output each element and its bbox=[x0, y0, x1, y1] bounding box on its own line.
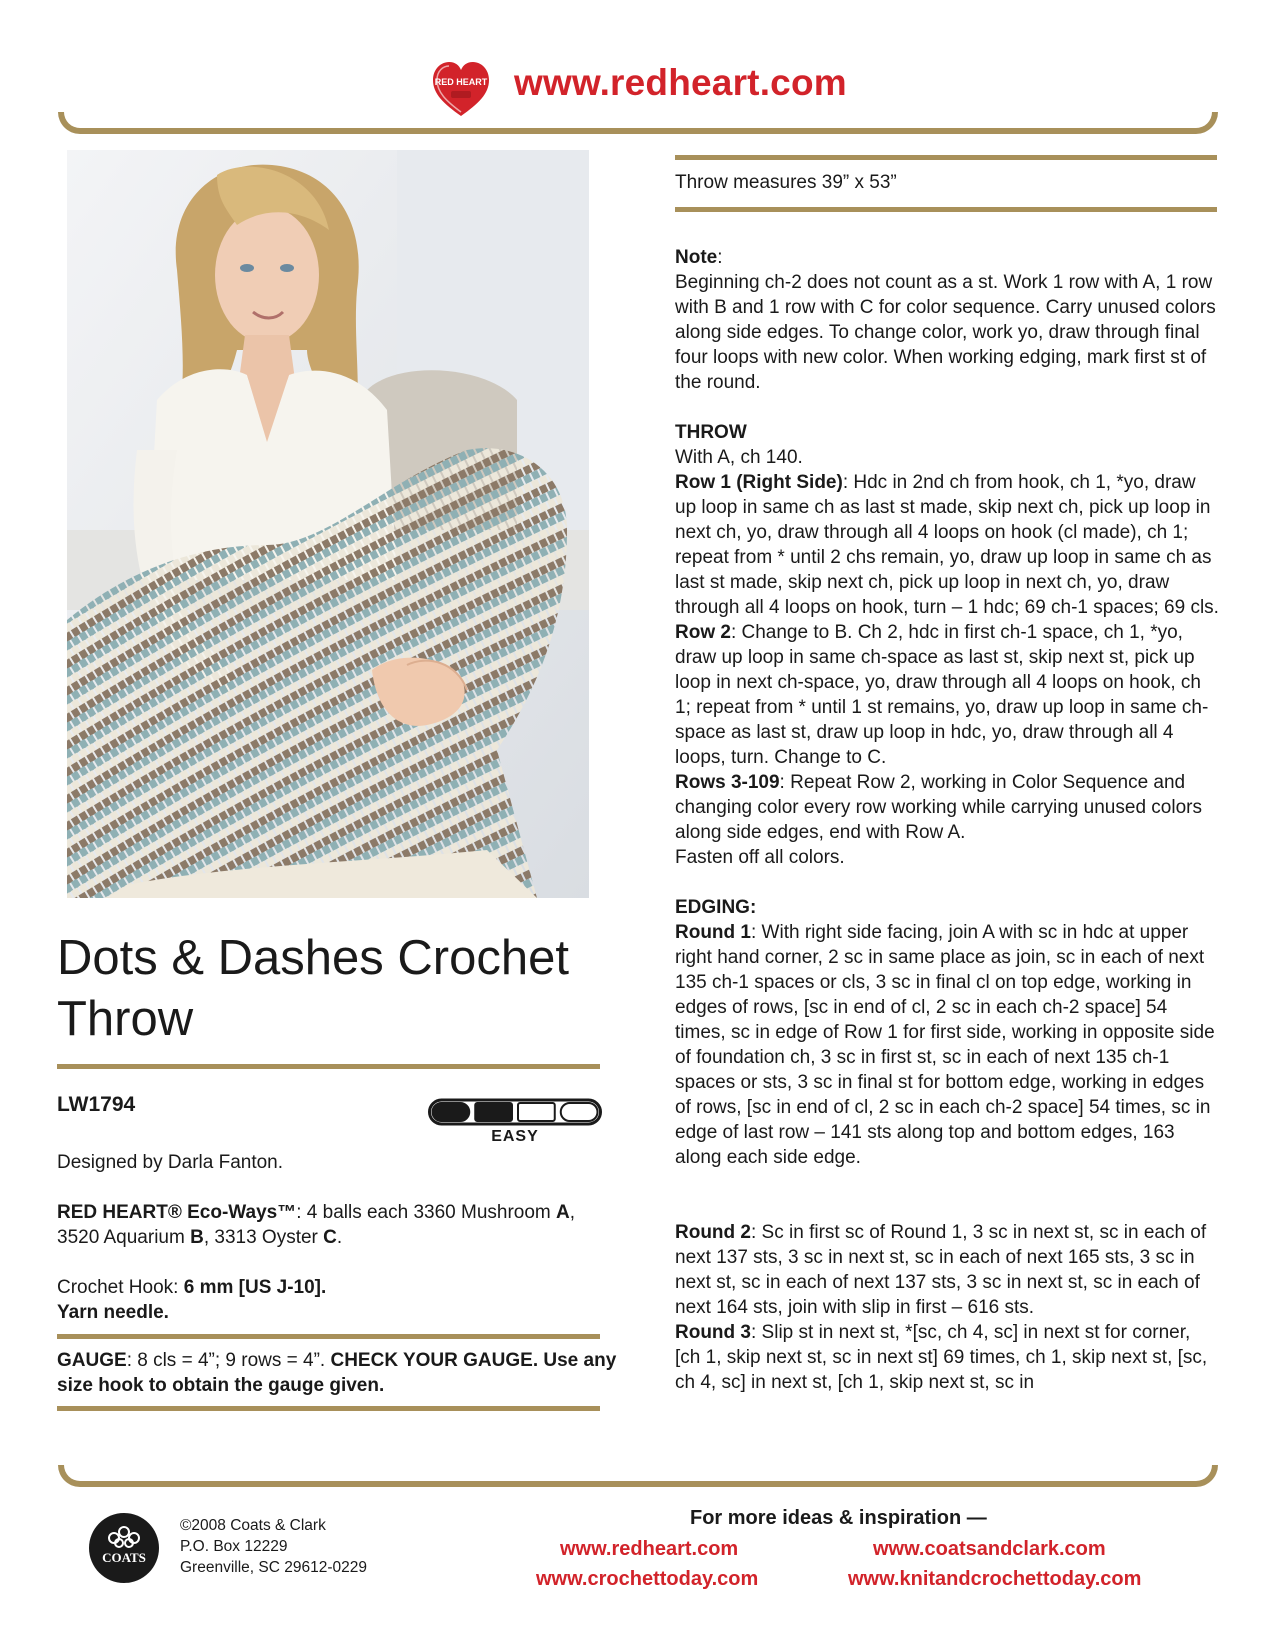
row-2 bbox=[675, 620, 1220, 770]
skill-segment-filled bbox=[433, 1103, 470, 1121]
yarn-brand: RED HEART® Eco-Ways™ bbox=[57, 1202, 297, 1223]
round-1-text: : With right side facing, join A with sc in hdc at upper right hand corner, 2 sc in same place as join, sc in each of next 135 ch-1 spaces or cls, 3 sc in final cl on top edge, working in edges of rows, [sc in end of cl, 2 sc in each ch-2 space] 54 times, sc in edge of Row 1 for first side, working in opposite side of foundation ch, 3 sc in first st, sc in each of next 135 ch-1 spaces or sts, 3 sc in final st for bottom edge, working in edges of rows, [sc in end of cl, 2 sc in each ch-2 space] 54 times, sc in edge of last row – 141 sts along top and bottom edges, 163 along each side edge. bbox=[675, 922, 1215, 1168]
footer-link-redheart[interactable]: www.redheart.com bbox=[560, 1538, 739, 1560]
note-label: Note bbox=[675, 247, 718, 268]
note-text: Beginning ch-2 does not count as a st. Work 1 row with A, 1 row with B and 1 row with C for color sequence. Carry unused colors along side edges. To change color, work yo, draw through final four loops with new color. When working edging, mark first st of the round. bbox=[675, 272, 1216, 393]
hook-size: 6 mm [US J-10]. bbox=[183, 1277, 327, 1298]
round-2 bbox=[675, 1220, 1220, 1320]
fasten-off: Fasten off all colors. bbox=[675, 847, 845, 868]
throw-heading: THROW bbox=[675, 422, 747, 443]
pattern-code: LW1794 bbox=[57, 1093, 136, 1116]
pattern-title: Dots & Dashes Crochet Throw bbox=[57, 931, 569, 1046]
skill-level-label: EASY bbox=[491, 1128, 539, 1145]
hook-label: Crochet Hook: bbox=[57, 1277, 184, 1298]
product-photo bbox=[67, 150, 589, 898]
more-ideas-heading: For more ideas & inspiration — bbox=[690, 1507, 987, 1529]
skill-segment-empty bbox=[518, 1103, 555, 1121]
gauge-check: CHECK YOUR GAUGE. Use any size hook to obtain the gauge given. bbox=[57, 1350, 617, 1396]
measures-bottom-divider bbox=[675, 207, 1217, 212]
yarn-b-letter: B bbox=[190, 1227, 204, 1248]
skill-segment-empty bbox=[561, 1103, 598, 1121]
gauge-top-divider bbox=[57, 1334, 600, 1339]
red-heart-logo[interactable] bbox=[430, 58, 492, 120]
title-divider bbox=[57, 1064, 600, 1069]
row-2-text: : Change to B. Ch 2, hdc in first ch-1 space, ch 1, *yo, draw up loop in same ch-space as last st, skip next st, pick up loop in next ch-space, yo, draw through all 4 loops on hook, ch 1; repeat from * until 1 st remains, yo, draw up loop in same ch-space as last st, draw up loop in hdc, yo, draw through all 4 loops, turn. Change to C. bbox=[675, 622, 1209, 768]
round-2-label: Round 2 bbox=[675, 1222, 751, 1243]
row-2-label: Row 2 bbox=[675, 622, 731, 643]
coats-logo bbox=[88, 1512, 160, 1584]
round-1 bbox=[675, 920, 1220, 1170]
po-box: P.O. Box 12229 bbox=[180, 1538, 288, 1555]
instructions-body bbox=[675, 245, 1220, 1395]
yarn-a-letter: A bbox=[556, 1202, 570, 1223]
footer-link-coatsandclark[interactable]: www.coatsandclark.com bbox=[873, 1538, 1106, 1560]
round-3 bbox=[675, 1320, 1220, 1395]
yarn-needle: Yarn needle. bbox=[57, 1302, 169, 1323]
footer-divider bbox=[58, 1465, 1218, 1487]
gauge-section bbox=[57, 1348, 617, 1398]
throw-start: With A, ch 140. bbox=[675, 447, 803, 468]
materials-tools bbox=[57, 1275, 617, 1325]
measures-top-divider bbox=[675, 155, 1217, 160]
round-1-label: Round 1 bbox=[675, 922, 751, 943]
coats-logo-text: COATS bbox=[102, 1550, 146, 1565]
edging-heading: EDGING: bbox=[675, 897, 757, 918]
rows-3-text: : Repeat Row 2, working in Color Sequence and changing color every row working while carrying unused colors along side edges, end with Row A. bbox=[675, 772, 1202, 843]
row-1 bbox=[675, 470, 1220, 620]
round-3-text: : Slip st in next st, *[sc, ch 4, sc] in next st for corner, [ch 1, skip next st, sc in next st] 69 times, ch 1, skip next st, [sc, ch 4, sc] in next st, [ch 1, skip next st, sc in bbox=[675, 1322, 1208, 1393]
yarn-a-text: : 4 balls each 3360 Mushroom bbox=[296, 1202, 557, 1223]
copyright: ©2008 Coats & Clark bbox=[180, 1517, 326, 1534]
materials-yarn bbox=[57, 1200, 617, 1250]
company-address bbox=[180, 1515, 367, 1578]
note-heading: Note: bbox=[675, 247, 723, 268]
row-1-text: : Hdc in 2nd ch from hook, ch 1, *yo, draw up loop in same ch as last st made, skip next ch, pick up loop in next ch, yo, draw through all 4 loops on hook (cl made), ch 1; repeat from * until 2 chs remain, yo, draw up loop in same ch as last st made, skip next ch, pick up loop in next ch, yo, draw through all 4 loops on hook, turn – 1 hdc; 69 ch-1 spaces; 69 cls. bbox=[675, 472, 1219, 618]
yarn-end: . bbox=[336, 1227, 343, 1248]
round-3-label: Round 3 bbox=[675, 1322, 751, 1343]
round-2-text: : Sc in first sc of Round 1, 3 sc in next st, sc in each of next 137 sts, 3 sc in next st, sc in each of next 165 sts, 3 sc in next st, sc in each of next 137 sts, 3 sc in next st, sc in each of next 164 sts, join with slip in first – 616 sts. bbox=[675, 1222, 1207, 1318]
city-state-zip: Greenville, SC 29612-0229 bbox=[180, 1559, 367, 1576]
yarn-b-text: , 3520 Aquarium bbox=[57, 1202, 576, 1248]
red-heart-logo-text: RED HEART bbox=[434, 77, 488, 87]
yarn-c-text: , 3313 Oyster bbox=[203, 1227, 324, 1248]
header-website-link[interactable]: www.redheart.com bbox=[514, 62, 847, 103]
gauge-label: GAUGE bbox=[57, 1350, 127, 1371]
footer-link-crochettoday[interactable]: www.crochettoday.com bbox=[536, 1568, 759, 1590]
gauge-value: : 8 cls = 4”; 9 rows = 4”. bbox=[126, 1350, 331, 1371]
gauge-bottom-divider bbox=[57, 1406, 600, 1411]
header-divider bbox=[58, 112, 1218, 134]
throw-measurements: Throw measures 39” x 53” bbox=[675, 172, 897, 193]
row-1-label: Row 1 (Right Side) bbox=[675, 472, 843, 493]
skill-segment-filled bbox=[475, 1103, 512, 1121]
rows-3-109 bbox=[675, 770, 1220, 845]
rows-3-label: Rows 3-109 bbox=[675, 772, 780, 793]
designer-credit: Designed by Darla Fanton. bbox=[57, 1152, 284, 1173]
yarn-c-letter: C bbox=[323, 1227, 337, 1248]
footer-link-knitandcrochettoday[interactable]: www.knitandcrochettoday.com bbox=[848, 1568, 1142, 1590]
